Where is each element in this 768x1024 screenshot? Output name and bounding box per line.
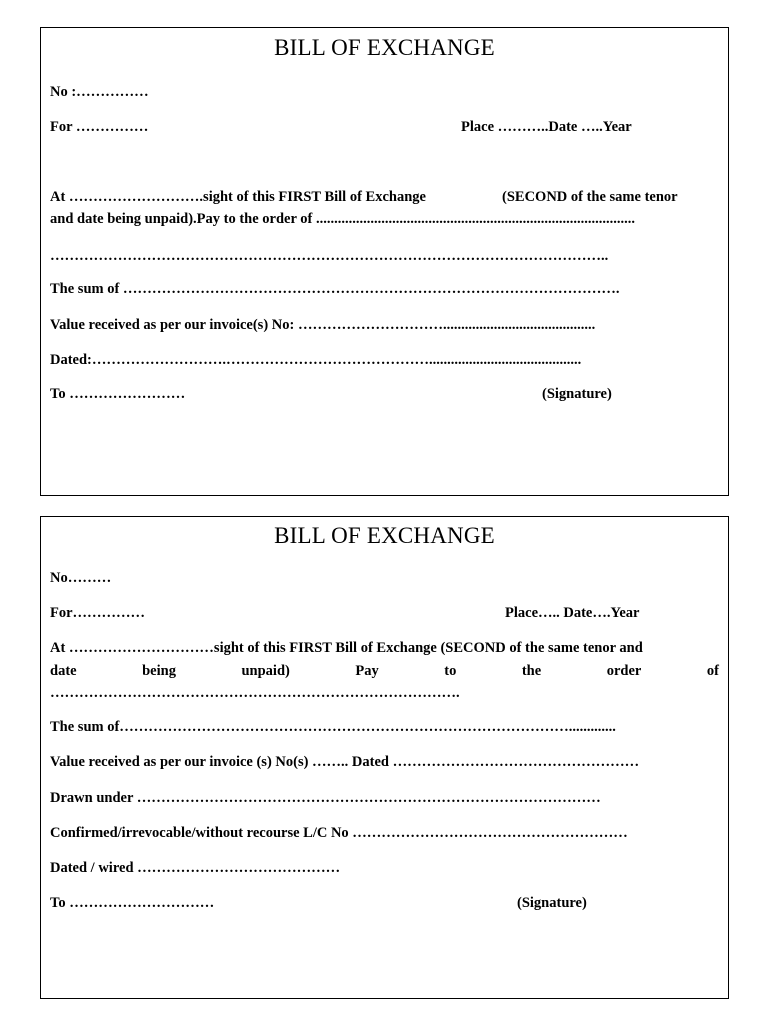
line-word: order (606, 663, 642, 679)
value-received-line: Value received as per our invoice(s) No: ………………………….......................................... (50, 317, 596, 333)
place-date-year: Place ………..Date …..Year (461, 119, 632, 135)
line-word: to (444, 663, 457, 679)
to-line: To ………………………… (50, 895, 215, 911)
signature-label: (Signature) (542, 386, 612, 402)
form-title: BILL OF EXCHANGE (274, 523, 495, 548)
sum-line: The sum of…………………………………………………………………………………............. (50, 719, 616, 735)
bill-of-exchange-form-1 (40, 27, 729, 496)
form-title: BILL OF EXCHANGE (274, 35, 495, 60)
dotted-line: …………………………………………………………………………………………………….. (50, 248, 609, 264)
line-word: Pay (355, 663, 379, 679)
dated-line: Dated:……………………….…………………………………….......................................... (50, 352, 582, 368)
value-received-line: Value received as per our invoice (s) No(s) …….. Dated …………………………………………… (50, 754, 640, 770)
number-line: No :…………… (50, 84, 149, 100)
at-sight-line: At …………………………sight of this FIRST Bill of Exchange (SECOND of the same tenor and (50, 640, 643, 656)
confirmed-lc-line: Confirmed/irrevocable/without recourse L/C No ………………………………………………… (50, 825, 628, 841)
pay-order-line: and date being unpaid).Pay to the order of ........................................................................................ (50, 211, 635, 227)
at-sight-line: At ……………………….sight of this FIRST Bill of Exchange (50, 189, 426, 205)
line-word: date (50, 663, 77, 679)
bill-of-exchange-form-2 (40, 516, 729, 999)
place-date-year: Place….. Date….Year (505, 605, 640, 621)
date-unpaid-line (50, 661, 719, 681)
line-word: being (142, 663, 176, 679)
line-word: of (706, 663, 719, 679)
line-word: the (521, 663, 542, 679)
number-line: No……… (50, 570, 112, 586)
line-word: unpaid) (241, 663, 290, 679)
second-bill-note: (SECOND of the same tenor (502, 189, 678, 205)
for-line: For…………… (50, 605, 146, 621)
signature-label: (Signature) (517, 895, 587, 911)
drawn-under-line: Drawn under …………………………………………………………………………………… (50, 790, 601, 806)
dotted-line: …………………………………………………………………………. (50, 685, 460, 701)
sum-line: The sum of …………………………………………………………………………………………. (50, 281, 620, 297)
for-line: For …………… (50, 119, 149, 135)
dated-wired-line: Dated / wired …………………………………… (50, 860, 341, 876)
to-line: To …………………… (50, 386, 186, 402)
